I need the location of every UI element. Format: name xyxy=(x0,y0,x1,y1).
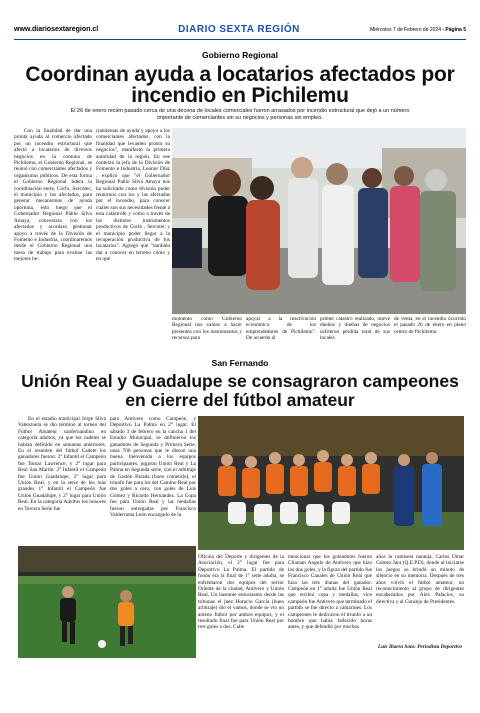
date-text: Miércoles 7 de Febrero de 2024 xyxy=(370,27,441,33)
article2-col5-text: años la camiseta naranja, Carlos Omar Gómez Jara (Q.E.P.D), donde al iniciarse los juegos se brindó un minuto de silencio en su memoria. Después de tres años volvió el fútbol amateur, un reconocimiento al grupo de dirigentes encabezados por Alex Palacios, su directiva y al Consejo de Presidentes. xyxy=(376,554,464,605)
article1-col6 xyxy=(394,316,466,352)
article2-col5 xyxy=(376,554,464,642)
article2-col1 xyxy=(18,416,106,540)
article1-photo xyxy=(172,128,466,314)
section-label-2: San Fernando xyxy=(211,358,269,368)
article1-col6-text: de venta, en el incendio ocurrido el pasado 26 de enero en pleno centro de Pichilemu. xyxy=(394,316,466,335)
article1-col3-text: momento como Gobierno Regional nos vamos a hacer presentes con los instrumentos y recursos para xyxy=(172,316,242,342)
article1-subheadline: El 26 de enero recién pasado cerca de una decena de locales comerciales fueron arrasados por incendio estructural que dejó a un número importante de comerciantes sin su negocios y personas sin empleo. xyxy=(70,108,410,121)
article1-headline: Coordinan ayuda a locatarios afectados por incendio en Pichilemu xyxy=(25,63,455,107)
article1-col1-text: Con la finalidad de dar una pronta ayuda al comercio afectado por un incendio estructural que afectó a locatarios de diversos negocios en la comuna de Pichilemu, el Gobierno Regional, se reunió con comerciantes afectados y organismos públicos. De esta forma el Gobierno Regional lidera la coordinación entre, Corfo, Sercotec, el municipio y los afectados, para generar mecanismos de ayuda oportuna, esto luego que el Gobernador Regional Pablo Silva Amaya, conversara con los afectados y acordara gestionar apoyo a través de la División de Fomento e Industria, coordinaremos desde el Gobierno Regional una mesa de trabajo para evaluar las mejores he- xyxy=(14,128,92,263)
article2-headline: Unión Real y Guadalupe se consagraron campeones en cierre del fútbol amateur xyxy=(21,371,459,410)
article1-col2-text: rramientas de ayuda y apoyo a los comerciantes afectados, con la finalidad que levanten pronto su negocios", manifestó la primera autoridad de la región. En ese contexto la jefa de la División de Fomento e Industria, Leonor Díaz , explicó que "el Gobernador Regional Pablo Silva Amaya nos ha solicitado como división poder reunirnos con los y las afectadas por el incendio, para conocer cuáles son sus necesidades frente a esta catástrofe y como a través de los distintos instrumentos productivos de Corfo , Sercotec y el municipio poder llegar a la recuperación productiva de los locatarios". Agregó que "también dar a conocer en terreno cómo y en qué xyxy=(96,128,170,263)
article2-team-photo xyxy=(198,416,464,550)
article1-col4-text: apoyar a la reactivación económica de los emprendedores de Pichilemu". De acuerdo al xyxy=(246,316,316,342)
newspaper-name: DIARIO SEXTA REGIÓN xyxy=(178,24,300,35)
section-label-1: Gobierno Regional xyxy=(201,50,279,60)
article2-col1-text: En el estadio municipal Jorge Silva Valenzuela se dio término al torneo del Fútbol Amateur sanfernandino en categoría adultos, ya que los cadetes se habían definido en semanas anteriores. En el resumen del fútbol Cadete los ganadores fueron: 3° Infantil el Campeón fue Tomas Lawrence, y 2° lugar para Real San Martín. 2° Infantil el Campeón fue Unión Guadalupe, 2° lugar para Unión Real, y en la serie de los más grandes 1° Infantil el Campeón fue Unión Guadalupe, y 2° lugar para Unión Real. En la categoría Adultos los honores en Tercera Serie fue xyxy=(18,416,106,512)
page-header xyxy=(14,26,466,40)
article1-col5 xyxy=(320,316,390,352)
article1-col5-text: primer catastro realizado, nueve dueños y dueñas de negocios sufrieron pérdida total de sus locales xyxy=(320,316,390,342)
article2-col3-text: Oficina del Deporte y dirigentes de la Asociación, el 2° lugar fue para Deportivo La Palma. El partido de fondo era la final de 1° serie adulta, se enfrentaron dos equipos del sector Oriente de la ciudad, Antivero y Unión Real. Un bastante entusiasmo desde las tribunas el juez Horacio García (buen arbitraje) dio el vamos, donde se vio un ameno fútbol por ambos equipos, y el resultado final fue para Unión Real por tres goles a dos. Cabe xyxy=(198,554,284,631)
website-url[interactable]: www.diariosextaregion.cl xyxy=(14,26,99,33)
article1-col2 xyxy=(96,128,170,350)
article2-author: Luis Ibarra Soto: Periodista Deportivo xyxy=(377,644,463,650)
article1-col3 xyxy=(172,316,242,352)
article2-col2 xyxy=(110,416,196,540)
article2-col2-text: para Antivero como Campeón, y Deportivo La Palma en 2° lugar. El sábado 3 de febrero en la cancha 1 del Estadio Municipal, se definieron los ganadores de Segunda y Primera Serie, unas 700 personas que le dieron una buena bienvenida a los equipos participantes, jugaron Unión Real y La Palma en Segunda serie, con el arbitraje de Gastón Parada (buen cometido), el triunfo fue para los del Camino Real por dos goles a cero, con goles de Luis Gómez y Ricardo Hernández. La Copa fue para Unión Real y las medallas fueron entregadas por Francisco Valderrama León encargado de la xyxy=(110,416,196,519)
article1-col4 xyxy=(246,316,316,352)
issue-date xyxy=(370,27,466,33)
article2-col4-text: mencionar que los goleadores fueron Cliaman Angulo de Antivero que hizo los dos goles, y la figura del partido fue Francisco Canales de Unión Real que hizo las tres dianas del ganador. Campeón en 1° adulta fue Unión Real que recibió copa y medallas, vice campeón fue Antivero que terminado el partido se fue directo a camarines. Los campeones le dedicaron el triunfo a un hombre que había fallecido horas antes, y que defendió por muchos xyxy=(288,554,372,631)
article2-col3 xyxy=(198,554,284,658)
article2-match-photo xyxy=(18,546,196,658)
article2-col4 xyxy=(288,554,372,658)
page-label: - Página 5 xyxy=(440,27,466,33)
article1-col1 xyxy=(14,128,92,350)
